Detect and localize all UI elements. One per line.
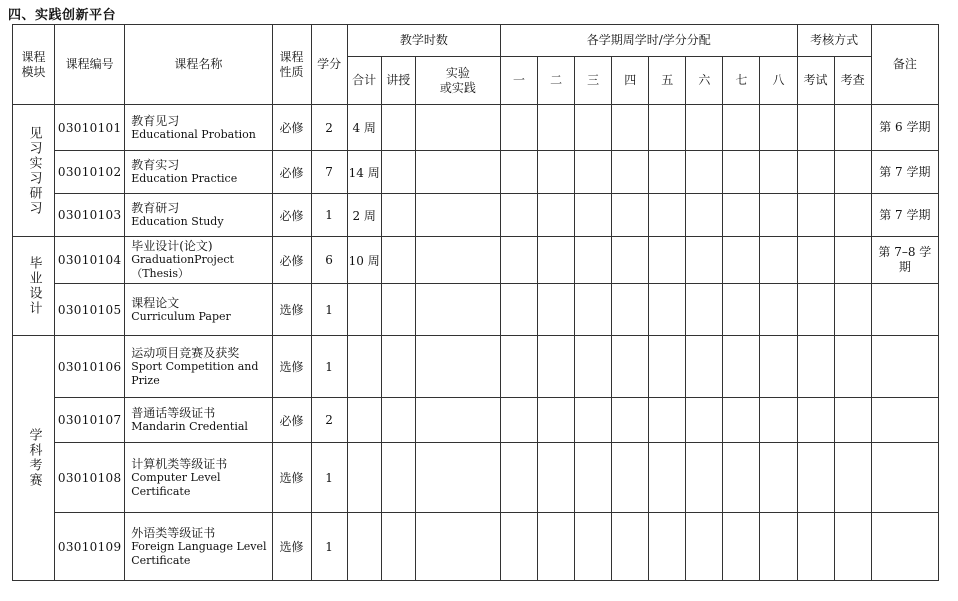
header-module: 课程模块 bbox=[13, 25, 55, 105]
course-name-en: Education Study bbox=[131, 215, 224, 228]
course-nature: 选修 bbox=[272, 513, 311, 581]
hours-total bbox=[347, 284, 381, 336]
course-credit: 7 bbox=[311, 151, 347, 194]
course-nature: 必修 bbox=[272, 105, 311, 151]
course-credit: 1 bbox=[311, 513, 347, 581]
module-name: 毕业设计 bbox=[26, 256, 42, 316]
header-semester-4: 四 bbox=[612, 57, 649, 105]
module-cell bbox=[13, 105, 55, 237]
hours-total bbox=[347, 336, 381, 398]
course-name-cn: 计算机类等级证书 bbox=[131, 456, 228, 471]
module-cell bbox=[13, 336, 55, 581]
course-name-en: Curriculum Paper bbox=[131, 309, 231, 323]
course-nature: 必修 bbox=[272, 194, 311, 237]
course-name-cn: 课程论文 bbox=[131, 295, 180, 310]
course-name-cn: 运动项目竞赛及获奖 bbox=[131, 345, 240, 360]
course-name-cn: 教育实习 bbox=[131, 158, 180, 172]
course-code: 03010103 bbox=[55, 194, 125, 237]
table-row bbox=[13, 284, 939, 336]
course-name-cn: 普通话等级证书 bbox=[131, 406, 216, 420]
hours-total bbox=[347, 443, 381, 513]
course-name-cn: 教育研习 bbox=[131, 201, 180, 215]
section-title: 四、实践创新平台 bbox=[8, 8, 117, 23]
table-row bbox=[13, 443, 939, 513]
module-name: 学科考赛 bbox=[26, 428, 42, 488]
course-nature: 选修 bbox=[272, 336, 311, 398]
remark-cell bbox=[871, 443, 938, 513]
course-credit: 1 bbox=[311, 284, 347, 336]
header-hours-lecture: 讲授 bbox=[381, 57, 415, 105]
table-row bbox=[13, 237, 939, 284]
course-code: 03010102 bbox=[55, 151, 125, 194]
course-name bbox=[125, 194, 272, 237]
hours-total: 2 周 bbox=[347, 194, 381, 237]
remark-cell bbox=[871, 284, 938, 336]
course-credit: 6 bbox=[311, 237, 347, 284]
course-code: 03010105 bbox=[55, 284, 125, 336]
table-row bbox=[13, 151, 939, 194]
remark-cell bbox=[871, 513, 938, 581]
module-cell bbox=[13, 237, 55, 336]
table-row bbox=[13, 194, 939, 237]
course-credit: 1 bbox=[311, 194, 347, 237]
header-name: 课程名称 bbox=[125, 25, 272, 105]
header-semester-5: 五 bbox=[649, 57, 686, 105]
header-assess-check: 考查 bbox=[834, 57, 871, 105]
course-nature: 必修 bbox=[272, 151, 311, 194]
remark-cell bbox=[871, 398, 938, 443]
hours-total: 14 周 bbox=[347, 151, 381, 194]
header-semester-7: 七 bbox=[723, 57, 760, 105]
header-code: 课程编号 bbox=[55, 25, 125, 105]
course-nature: 必修 bbox=[272, 398, 311, 443]
course-name-cn: 毕业设计(论文) bbox=[131, 239, 213, 253]
hours-total: 4 周 bbox=[347, 105, 381, 151]
header-remark: 备注 bbox=[871, 25, 938, 105]
course-nature: 必修 bbox=[272, 237, 311, 284]
course-name bbox=[125, 151, 272, 194]
course-code: 03010109 bbox=[55, 513, 125, 581]
table-row bbox=[13, 513, 939, 581]
remark-cell: 第 7–8 学期 bbox=[871, 237, 938, 284]
table-row bbox=[13, 336, 939, 398]
header-semester-2: 二 bbox=[538, 57, 575, 105]
course-name bbox=[125, 443, 272, 513]
course-code: 03010101 bbox=[55, 105, 125, 151]
header-nature: 课程性质 bbox=[272, 25, 311, 105]
curriculum-table bbox=[12, 24, 939, 581]
header-semester-group: 各学期周学时/学分分配 bbox=[500, 25, 797, 57]
table-row bbox=[13, 105, 939, 151]
course-credit: 1 bbox=[311, 443, 347, 513]
hours-total bbox=[347, 398, 381, 443]
course-name-en: Educational Probation bbox=[131, 127, 256, 141]
course-code: 03010108 bbox=[55, 443, 125, 513]
hours-total bbox=[347, 513, 381, 581]
course-credit: 1 bbox=[311, 336, 347, 398]
header-assess-group: 考核方式 bbox=[797, 25, 871, 57]
header-assess-exam: 考试 bbox=[797, 57, 834, 105]
header-semester-3: 三 bbox=[575, 57, 612, 105]
course-name-en: Education Practice bbox=[131, 172, 238, 185]
course-name-en: Foreign Language Level Certificate bbox=[131, 539, 267, 567]
course-credit: 2 bbox=[311, 398, 347, 443]
course-name bbox=[125, 513, 272, 581]
course-nature: 选修 bbox=[272, 443, 311, 513]
header-hours-lab: 实验 或实践 bbox=[415, 57, 500, 105]
course-credit: 2 bbox=[311, 105, 347, 151]
remark-cell: 第 7 学期 bbox=[871, 194, 938, 237]
table-row bbox=[13, 398, 939, 443]
course-name bbox=[125, 237, 272, 284]
remark-cell bbox=[871, 336, 938, 398]
course-name-en: Mandarin Credential bbox=[131, 420, 248, 433]
header-hours-group: 教学时数 bbox=[347, 25, 500, 57]
header-semester-1: 一 bbox=[500, 57, 537, 105]
header-semester-8: 八 bbox=[760, 57, 797, 105]
hours-total: 10 周 bbox=[347, 237, 381, 284]
course-name-cn: 教育见习 bbox=[131, 113, 180, 128]
course-name bbox=[125, 336, 272, 398]
course-name bbox=[125, 284, 272, 336]
course-code: 03010107 bbox=[55, 398, 125, 443]
course-nature: 选修 bbox=[272, 284, 311, 336]
header-hours-total: 合计 bbox=[347, 57, 381, 105]
course-name-en: Computer Level Certificate bbox=[131, 470, 221, 498]
module-name: 见习实习研习 bbox=[26, 125, 42, 216]
header-credit: 学分 bbox=[311, 25, 347, 105]
remark-cell: 第 6 学期 bbox=[871, 105, 938, 151]
remark-cell: 第 7 学期 bbox=[871, 151, 938, 194]
course-code: 03010104 bbox=[55, 237, 125, 284]
course-name bbox=[125, 398, 272, 443]
course-code: 03010106 bbox=[55, 336, 125, 398]
course-name-en: GraduationProject（Thesis） bbox=[131, 253, 234, 280]
course-name bbox=[125, 105, 272, 151]
header-semester-6: 六 bbox=[686, 57, 723, 105]
course-name-en: Sport Competition and Prize bbox=[131, 359, 259, 387]
course-name-cn: 外语类等级证书 bbox=[131, 525, 216, 540]
